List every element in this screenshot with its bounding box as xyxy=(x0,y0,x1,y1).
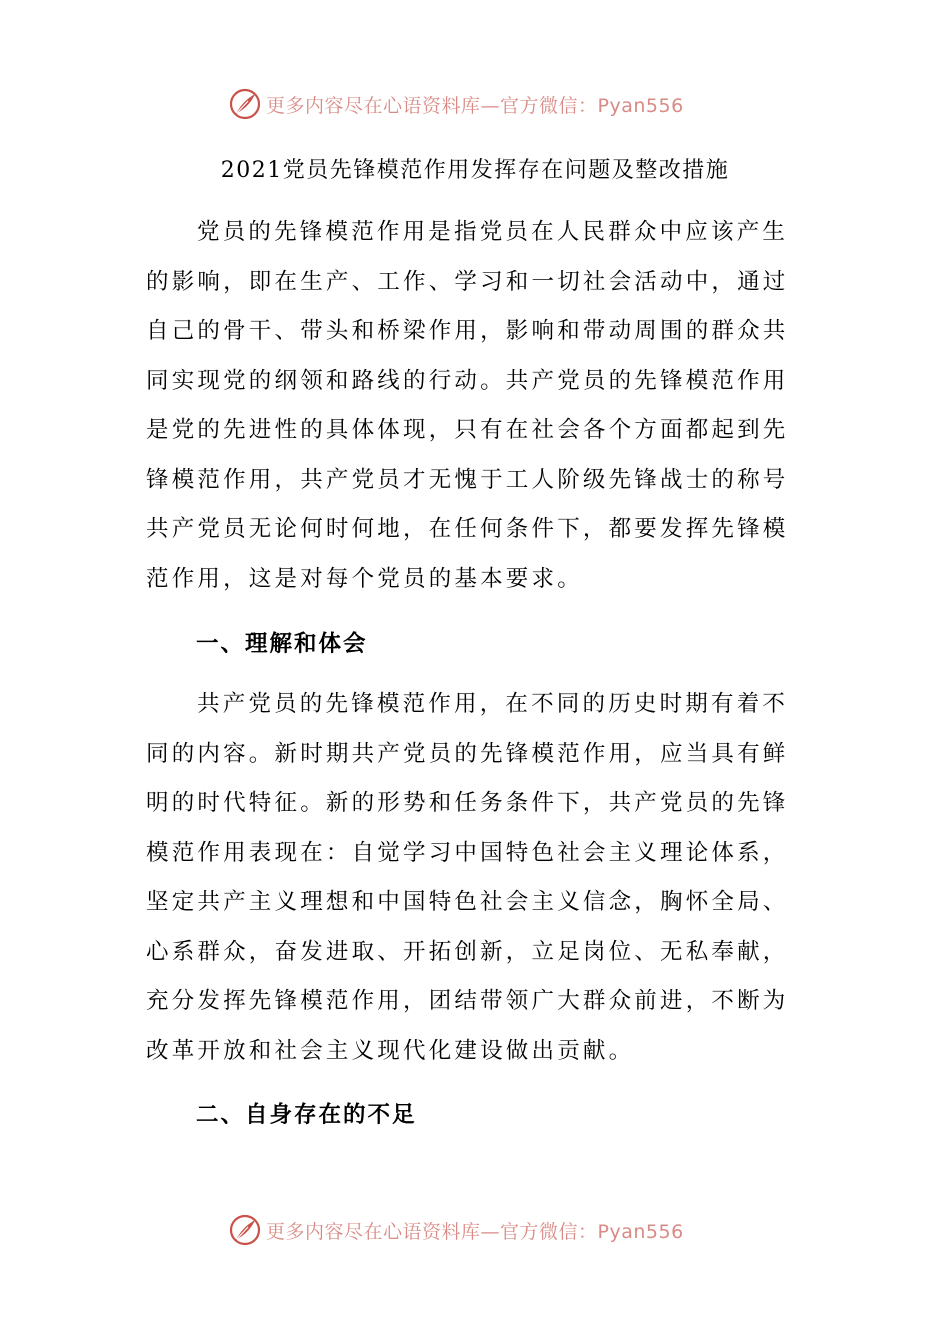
paragraph-line: 充分发挥先锋模范作用，团结带领广大群众前进，不断为 xyxy=(146,988,789,1014)
document-title: 2021党员先锋模范作用发挥存在问题及整改措施 xyxy=(220,158,730,183)
paragraph-line: 明的时代特征。新的形势和任务条件下，共产党员的先锋 xyxy=(146,790,789,816)
paragraph-line: 心系群众，奋发进取、开拓创新，立足岗位、无私奉献， xyxy=(146,938,789,965)
paragraph-line: 共产党员的先锋模范作用，在不同的历史时期有着不 xyxy=(197,691,789,717)
section-heading-1: 一、理解和体会 xyxy=(196,631,368,657)
paragraph-line: 同的内容。新时期共产党员的先锋模范作用，应当具有鲜 xyxy=(146,740,789,767)
paragraph-line: 党员的先锋模范作用是指党员在人民群众中应该产生 xyxy=(197,219,789,245)
paragraph-2 xyxy=(146,680,806,1076)
paragraph-line: 坚定共产主义理想和中国特色社会主义信念，胸怀全局、 xyxy=(146,889,789,915)
header-banner xyxy=(228,86,684,122)
section-heading-2: 二、自身存在的不足 xyxy=(196,1102,417,1128)
paragraph-line: 锋模范作用，共产党员才无愧于工人阶级先锋战士的称号 xyxy=(146,466,789,493)
paragraph-line: 是党的先进性的具体体现，只有在社会各个方面都起到先 xyxy=(146,417,789,443)
banner-text: 更多内容尽在心语资料库—官方微信：Pyan556 xyxy=(266,94,684,117)
paragraph-1 xyxy=(146,208,806,604)
paragraph-line: 的影响，即在生产、工作、学习和一切社会活动中，通过 xyxy=(146,268,789,295)
paragraph-line: 共产党员无论何时何地，在任何条件下，都要发挥先锋模 xyxy=(146,516,789,542)
feather-pen-icon xyxy=(228,87,262,121)
paragraph-line: 模范作用表现在：自觉学习中国特色社会主义理论体系， xyxy=(146,839,789,866)
paragraph-line: 改革开放和社会主义现代化建设做出贡献。 xyxy=(146,1037,635,1064)
footer-banner xyxy=(228,1212,684,1248)
banner-text: 更多内容尽在心语资料库—官方微信：Pyan556 xyxy=(266,1220,684,1243)
feather-pen-icon xyxy=(228,1213,262,1247)
paragraph-line: 自己的骨干、带头和桥梁作用，影响和带动周围的群众共 xyxy=(146,318,789,344)
paragraph-line: 范作用，这是对每个党员的基本要求。 xyxy=(146,565,583,592)
paragraph-line: 同实现党的纲领和路线的行动。共产党员的先锋模范作用 xyxy=(146,367,789,394)
